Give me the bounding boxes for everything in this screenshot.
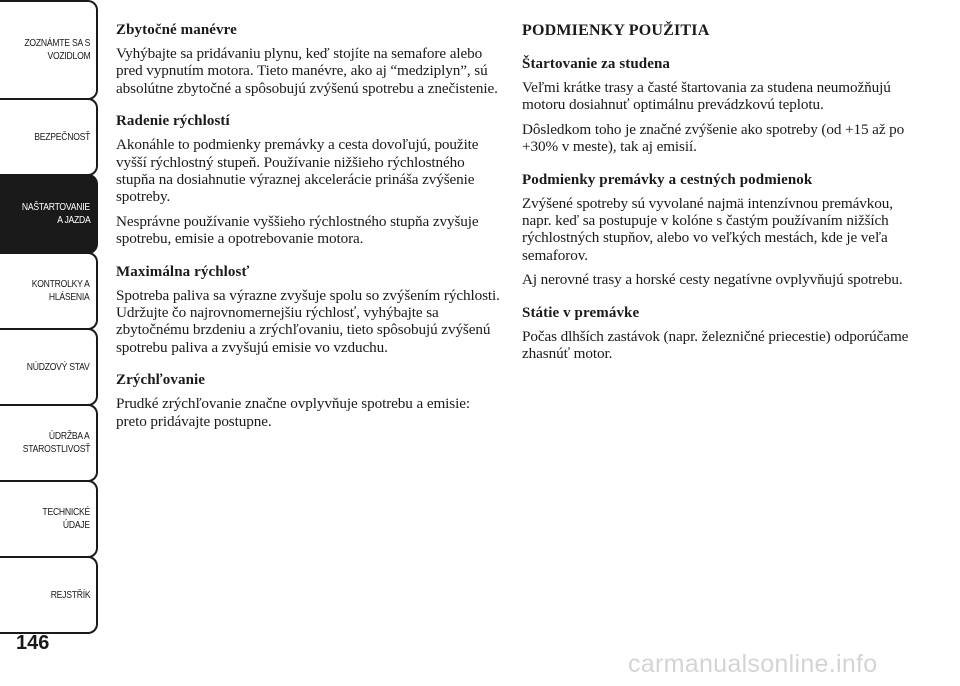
paragraph: Vyhýbajte sa pridávaniu plynu, keď stojíte na semafore alebo pred vypnutím motora. Tieto manévre, ako aj “medziplyn”, sú absolútne zbytočné a spôsobujú zvýšenú spotrebu a znečistenie. [116, 45, 498, 97]
tab-label-line1: ÚDRŽBA A [49, 430, 90, 442]
section-heading: Zrýchľovanie [116, 372, 206, 389]
right-column [522, 22, 912, 369]
tab-label-line1: NAŠTARTOVANIE [22, 201, 90, 213]
tab-label-line1: TECHNICKÉ [42, 506, 90, 518]
section-heading: Státie v premávke [522, 304, 640, 321]
watermark: carmanualsonline.info [628, 650, 878, 678]
tab-label-line2: ÚDAJE [62, 519, 90, 531]
tab-label-line2: STAROSTLIVOSŤ [22, 443, 90, 455]
paragraph: Veľmi krátke trasy a časté štartovania za studena neumožňujú motoru dosiahnuť optimálnu prevádzkovú teplotu. [522, 79, 891, 114]
tab-rejstrik[interactable] [0, 556, 98, 634]
tab-label-line1: REJSTŘÍK [50, 588, 90, 601]
paragraph: Aj nerovné trasy a horské cesty negatívne ovplyvňujú spotrebu. [522, 271, 903, 289]
paragraph: Zvýšené spotreby sú vyvolané najmä intenzívnou premávkou, napr. keď sa postupuje v kolóne s častým používaním nižších rýchlostných stupňov, alebo vo veľkých mestách, kde je veľa semaforov. [522, 194, 893, 264]
tab-udrzba-a-starostlivost[interactable] [0, 404, 98, 482]
paragraph: Nesprávne používanie vyššieho rýchlostného stupňa zvyšuje spotrebu, emisie a opotrebovanie motora. [116, 212, 479, 248]
tab-label-line1: BEZPEČNOSŤ [34, 130, 90, 143]
chapter-tabs [0, 0, 100, 640]
tab-label-line1: ZOZNÁMTE SA S [24, 37, 90, 49]
tab-label-line1: KONTROLKY A [32, 278, 90, 290]
tab-nastartovanie-a-jazda[interactable] [0, 174, 98, 254]
paragraph: Počas dlhších zastávok (napr. železničné priecestie) odporúčame zhasnúť motor. [522, 327, 909, 363]
tab-label-line1: NÚDZOVÝ STAV [27, 360, 90, 373]
tab-label-line2: A JAZDA [56, 214, 90, 226]
section-heading: Maximálna rýchlosť [116, 263, 250, 280]
paragraph: Dôsledkom toho je značné zvýšenie ako spotreby (od +15 až po +30% v meste), tak aj emisií. [522, 120, 905, 156]
section-heading: Štartovanie za studena [522, 56, 671, 72]
tab-zoznamte-sa-s-vozidlom[interactable] [0, 0, 98, 100]
page-number: 146 [16, 632, 50, 654]
section-heading: Radenie rýchlostí [116, 113, 230, 130]
section-heading: Zbytočné manévre [116, 22, 237, 38]
tab-nudzovy-stav[interactable] [0, 328, 98, 406]
paragraph: Prudké zrýchľovanie značne ovplyvňuje spotrebu a emisie: preto pridávajte postupne. [116, 395, 470, 430]
paragraph: Akonáhle to podmienky premávky a cesta dovoľujú, použite vyšší rýchlostný stupeň. Používanie nižšieho rýchlostného stupňa na dosiahnutie výraznej akcelerácie prináša zvýšenie spotreby. [116, 136, 479, 206]
tab-kontrolky-a-hlasenia[interactable] [0, 252, 98, 330]
tab-technicke-udaje[interactable] [0, 480, 98, 558]
main-heading: PODMIENKY POUŽITIA [522, 22, 710, 39]
paragraph: Spotreba paliva sa výrazne zvyšuje spolu so zvýšením rýchlosti. Udržujte čo najrovnomernejšiu rýchlosť, vyhýbajte sa zbytočnému brzdeniu a zrýchľovaniu, tieto spôsobujú zvýšenú spotrebu paliva a zvyšujú emisie vo vzduchu. [116, 286, 500, 356]
tab-bezpecnost[interactable] [0, 98, 98, 176]
tab-label-line2: VOZIDLOM [46, 50, 90, 62]
tab-label-line2: HLÁSENIA [49, 291, 90, 303]
left-column [116, 22, 504, 437]
section-heading: Podmienky premávky a cestných podmienok [522, 171, 813, 188]
